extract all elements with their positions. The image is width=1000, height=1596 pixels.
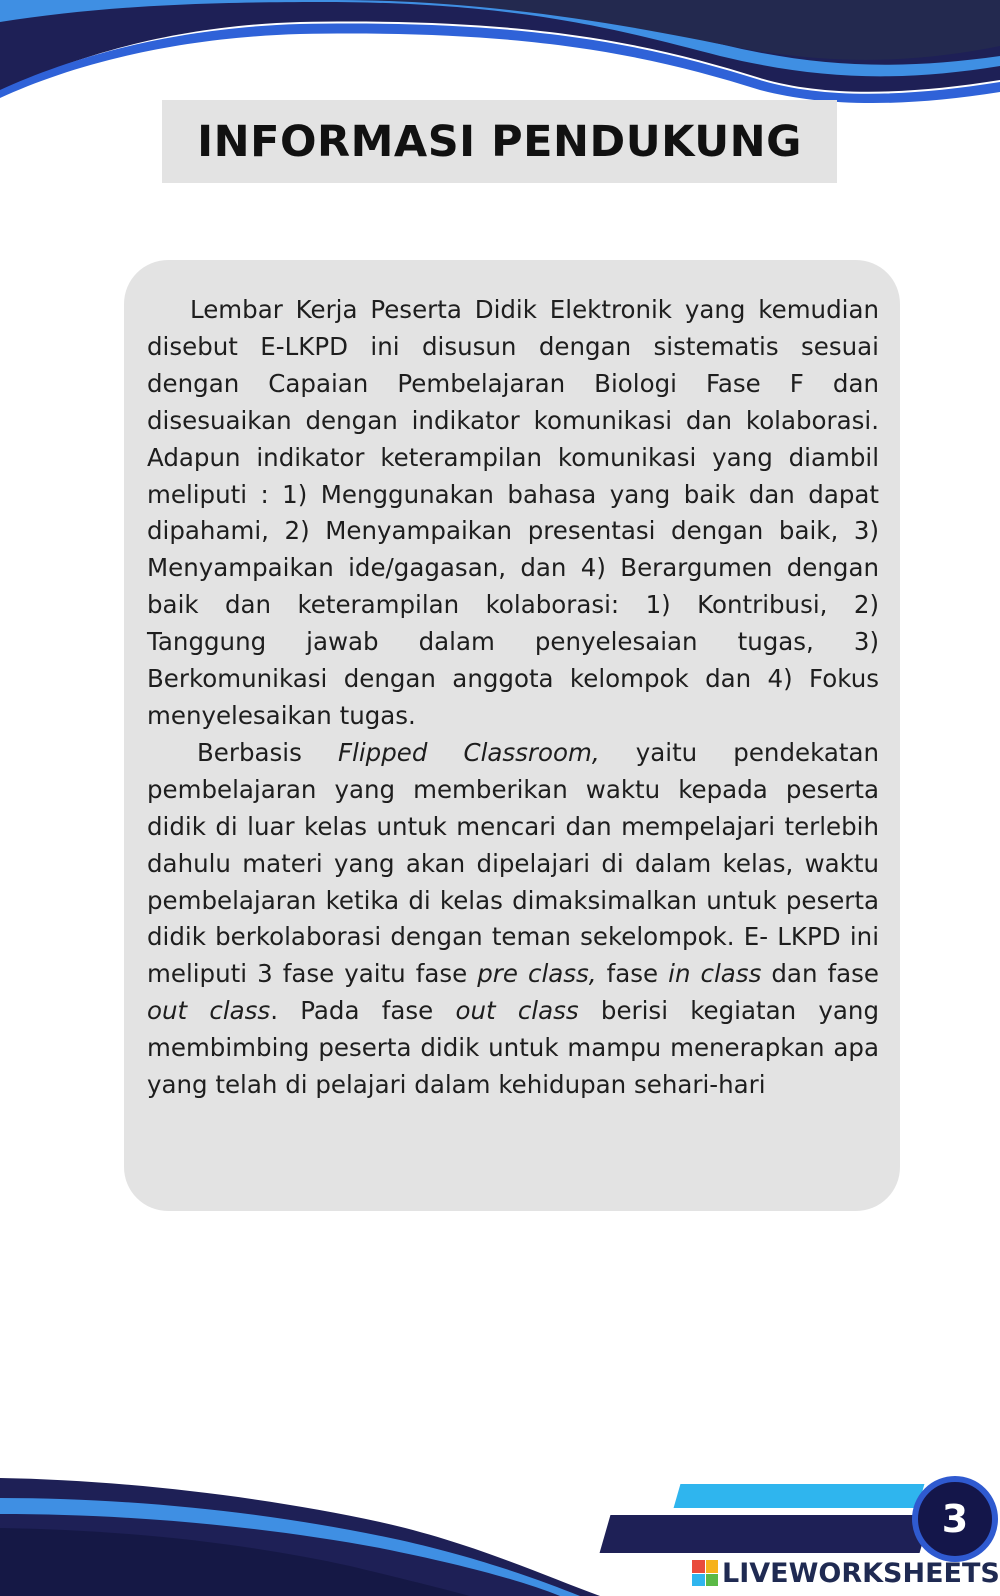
text-segment: fase xyxy=(596,959,669,989)
text-segment: . Pada fase xyxy=(270,996,456,1026)
brand-name: LIVEWORKSHEETS xyxy=(722,1557,1000,1589)
italic-term: pre class, xyxy=(477,959,597,989)
italic-term: out class xyxy=(147,996,271,1026)
paragraph-flipped-classroom xyxy=(147,735,879,1104)
text-segment: berisi kegiatan yang membimbing peserta didik untuk mampu menerapkan apa yang telah di pelajari dalam kehidupan sehari-hari xyxy=(147,996,879,1100)
text-segment: yaitu pendekatan pembelajaran yang memberikan waktu kepada peserta didik di luar kelas untuk mencari dan mempelajari terlebih dahulu materi yang akan dipelajari di dalam kelas, waktu pembelajaran ketika di kelas dimaksimalkan untuk peserta didik berkolaborasi dengan teman sekelompok. E- LKPD ini meliputi 3 fase yaitu fase xyxy=(147,737,879,989)
page-title: INFORMASI PENDUKUNG xyxy=(197,116,802,167)
italic-term: in class xyxy=(668,959,762,989)
liveworksheets-icon xyxy=(692,1560,718,1586)
liveworksheets-logo xyxy=(692,1556,1000,1590)
accent-strip-light xyxy=(674,1484,925,1508)
text-segment: Berbasis xyxy=(197,737,338,767)
top-wave-decoration xyxy=(0,0,1000,110)
text-segment: dan fase xyxy=(761,959,879,989)
paragraph-indicators: Lembar Kerja Peserta Didik Elektronik yang kemudian disebut E-LKPD ini disusun dengan sistematis sesuai dengan Capaian Pembelajaran Biologi Fase F dan disesuaikan dengan indikator komunikasi dan kolaborasi. Adapun indikator keterampilan komunikasi yang diambil meliputi : 1) Menggunakan bahasa yang baik dan dapat dipahami, 2) Menyampaikan presentasi dengan baik, 3) Menyampaikan ide/gagasan, dan 4) Berargumen dengan baik dan keterampilan kolaborasi: 1) Kontribusi, 2) Tanggung jawab dalam penyelesaian tugas, 3) Berkomunikasi dengan anggota kelompok dan 4) Fokus menyelesaikan tugas. xyxy=(147,295,879,730)
info-text xyxy=(147,292,879,1104)
page-number-badge xyxy=(912,1476,998,1562)
italic-term: out class xyxy=(455,996,579,1026)
title-banner xyxy=(162,100,837,183)
italic-term: Flipped Classroom, xyxy=(337,737,600,767)
page-number: 3 xyxy=(941,1497,969,1541)
accent-strip-dark xyxy=(600,1515,931,1553)
